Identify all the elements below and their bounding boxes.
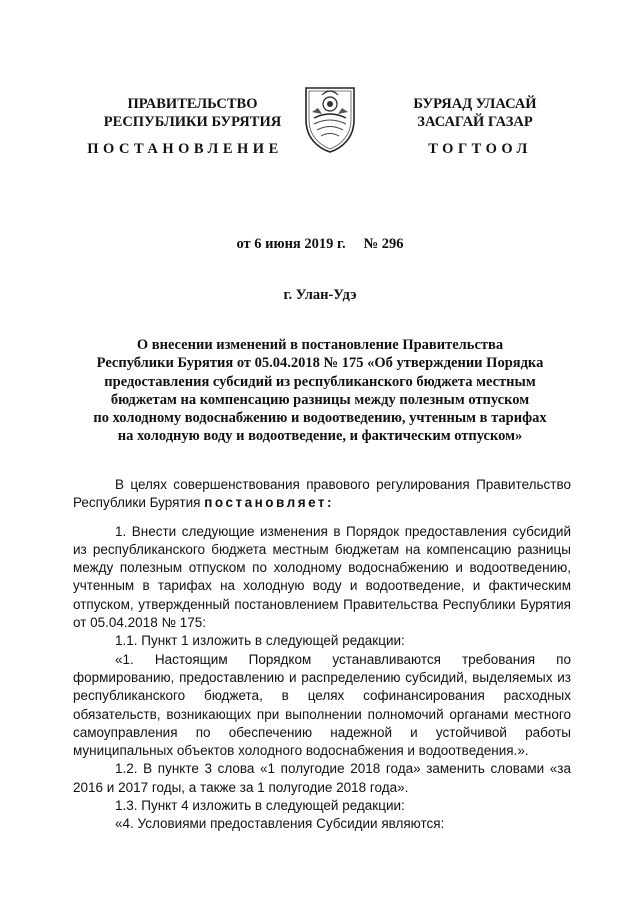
decree-body [73,476,571,834]
paragraph-1-2: 1.2. В пункте 3 слова «1 полугодие 2018 года» заменить словами «за 2016 и 2017 годы, а также за 1 полугодие 2018 года». [73,761,571,795]
decree-city: г. Улан-Удэ [283,287,357,303]
act-type-bua: ТОГТООЛ [428,141,532,157]
issuer-ru-line2: РЕСПУБЛИКИ БУРЯТИЯ [103,114,282,130]
paragraph-1-3-quote: «4. Условиями предоставления Субсидии являются: [115,816,445,832]
decree-verb: постановляет: [204,495,335,511]
decree-title [70,336,570,446]
act-type-ru: ПОСТАНОВЛЕНИЕ [87,141,283,157]
title-line: О внесении изменений в постановление Правительства [136,337,504,353]
title-line: предоставления субсидий из республиканского бюджета местным [104,373,536,390]
decree-date: от 6 июня 2019 г. [236,236,346,252]
intro-text: В целях совершенствования правового регулирования Правительство Республики Бурятия [73,477,571,511]
issuer-bua [375,95,575,131]
title-line: по холодному водоснабжению и водоотведению, учтенным в тарифах [93,410,547,427]
title-line: на холодную воду и водоотведение, и фактическим отпуском» [117,428,523,445]
decree-date-number [0,236,640,253]
title-line: бюджетам на компенсацию разницы между полезным отпуском [110,391,530,408]
intro-paragraph [73,476,571,513]
issuer-bua-line1: БУРЯАД УЛАСАЙ [413,96,537,112]
issuer-ru [85,95,300,131]
coat-of-arms-icon [300,82,360,154]
paragraph-1-1: 1.1. Пункт 1 изложить в следующей редакции: [115,633,405,649]
issuer-bua-line2: ЗАСАГАЙ ГАЗАР [417,114,533,130]
paragraph-1-1-quote: «1. Настоящим Порядком устанавливаются требования по формированию, предоставлению и распределению субсидий, выделяемых из республиканского бюджета, в целях софинансирования расходных обязательств, возникающих при выполнении полномочий органами местного самоуправления по обеспечению надежной и устойчивой работы муниципальных объектов холодного водоснабжения и водоотведения.». [73,651,571,759]
paragraph-1-3: 1.3. Пункт 4 изложить в следующей редакции: [115,798,405,814]
decree-number: № 296 [363,236,404,252]
issuer-ru-line1: ПРАВИТЕЛЬСТВО [127,96,258,112]
paragraph-1: 1. Внести следующие изменения в Порядок предоставления субсидий из республиканского бюджета местным бюджетам на компенсацию разницы между полезным отпуском по холодному водоснабжению и водоотведению, учтенным в тарифах на холодную воду и водоотведение, и фактическим отпуском, утвержденный постановлением Правительства Республики Бурятия от 05.04.2018 № 175: [73,523,571,631]
title-line: Республики Бурятия от 05.04.2018 № 175 «Об утверждении Порядка [96,355,544,372]
